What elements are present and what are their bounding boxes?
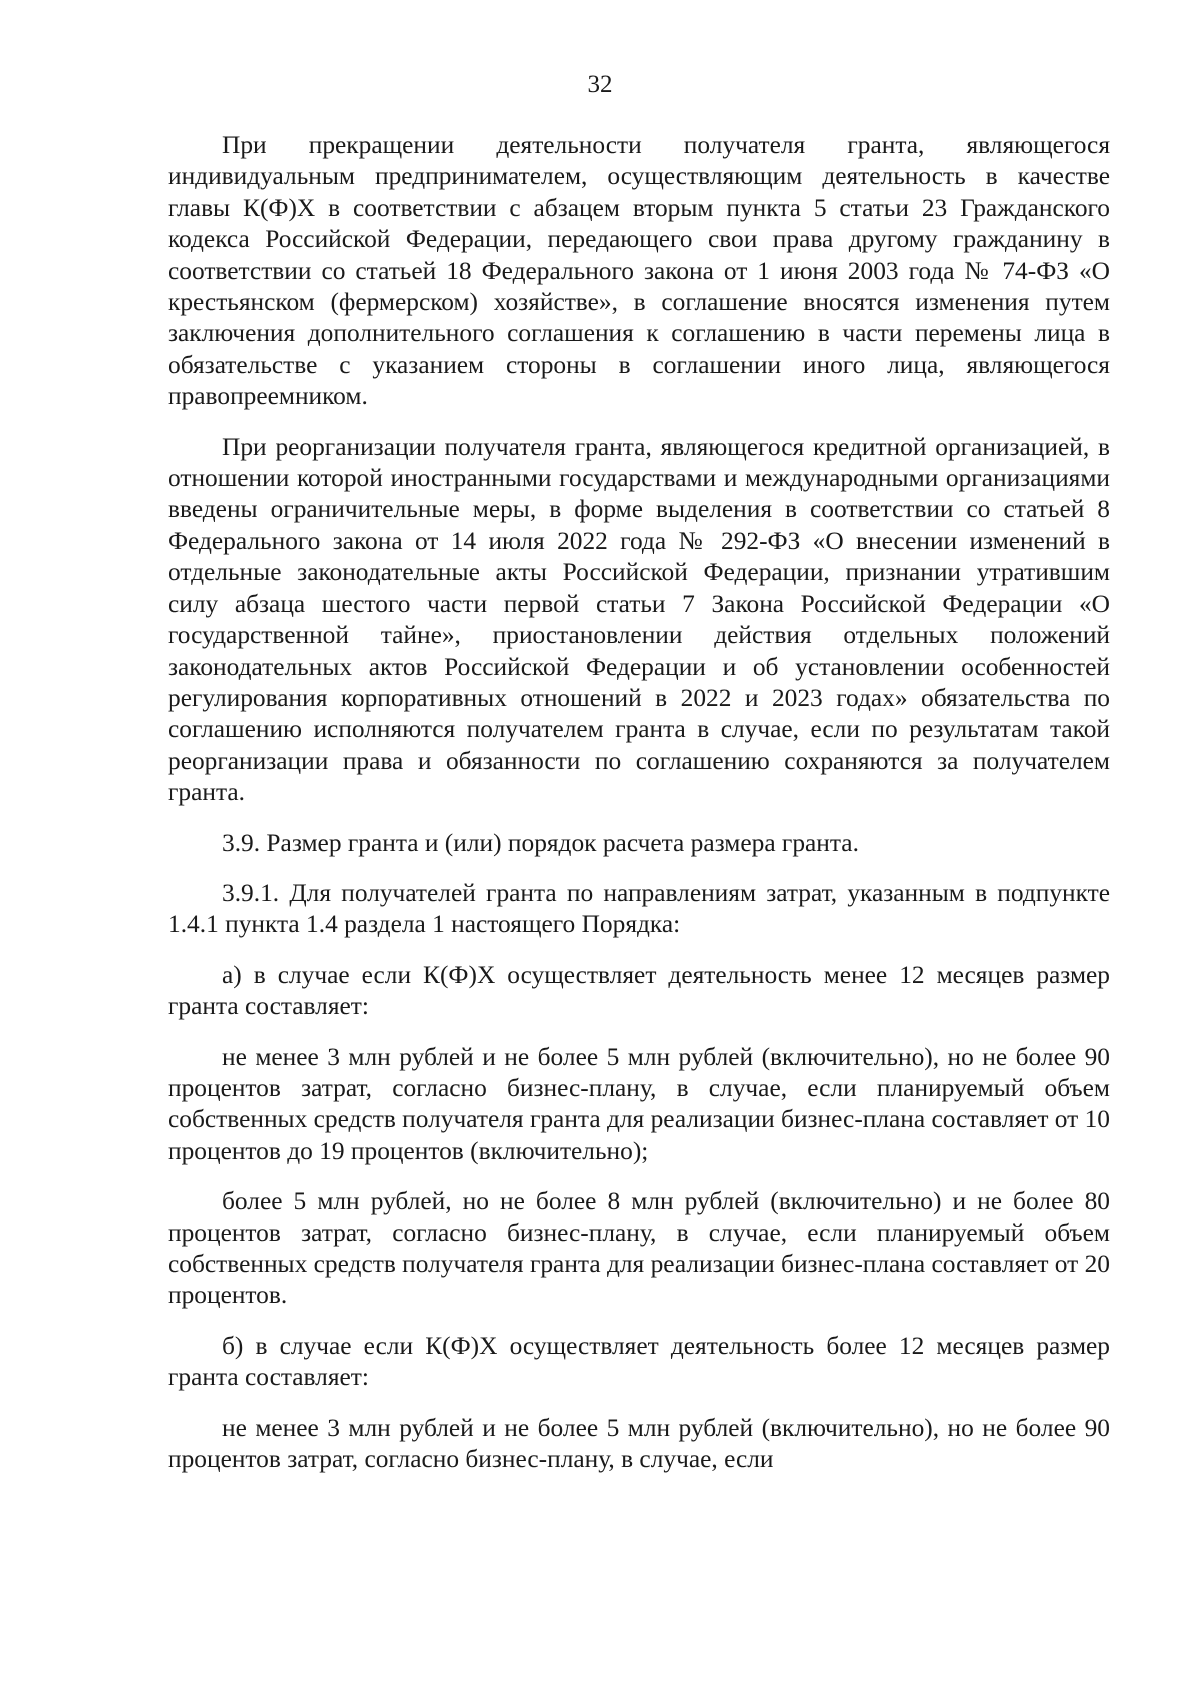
paragraph-b-option-1: не менее 3 млн рублей и не более 5 млн рублей (включительно), но не более 90 процентов затрат, согласно бизнес-плану, в случае, если: [168, 1413, 1110, 1474]
document-body: [168, 130, 1110, 1475]
paragraph-3-9-1: 3.9.1. Для получателей гранта по направлениям затрат, указанным в подпункте 1.4.1 пункта 1.4 раздела 1 настоящего Порядка:: [168, 878, 1110, 939]
paragraph-termination-ip: При прекращении деятельности получателя гранта, являющегося индивидуальным предпринимателем, осуществляющим деятельность в качестве главы К(Ф)Х в соответствии с абзацем вторым пункта 5 статьи 23 Гражданского кодекса Российской Федерации, передающего свои права другому гражданину в соответствии со статьей 18 Федерального закона от 1 июня 2003 года № 74-ФЗ «О крестьянском (фермерском) хозяйстве», в соглашение вносятся изменения путем заключения дополнительного соглашения к соглашению в части перемены лица в обязательстве с указанием стороны в соглашении иного лица, являющегося правопреемником.: [168, 131, 1110, 411]
paragraph-item-b: б) в случае если К(Ф)Х осуществляет деятельность более 12 месяцев размер гранта составляет:: [168, 1331, 1110, 1392]
paragraph-3-9-heading: 3.9. Размер гранта и (или) порядок расчета размера гранта.: [222, 828, 859, 857]
page-number: 32: [587, 71, 613, 98]
paragraph-a-option-1: не менее 3 млн рублей и не более 5 млн рублей (включительно), но не более 90 процентов затрат, согласно бизнес-плану, в случае, если планируемый объем собственных средств получателя гранта для реализации бизнес-плана составляет от 10 процентов до 19 процентов (включительно);: [168, 1042, 1110, 1165]
paragraph-reorganization: При реорганизации получателя гранта, являющегося кредитной организацией, в отношении которой иностранными государствами и международными организациями введены ограничительные меры, в форме выделения в соответствии со статьей 8 Федерального закона от 14 июля 2022 года № 292-ФЗ «О внесении изменений в отдельные законодательные акты Российской Федерации, признании утратившим силу абзаца шестого части первой статьи 7 Закона Российской Федерации «О государственной тайне», приостановлении действия отдельных положений законодательных актов Российской Федерации и об установлении особенностей регулирования корпоративных отношений в 2022 и 2023 годах» обязательства по соглашению исполняются получателем гранта в случае, если по результатам такой реорганизации права и обязанности по соглашению сохраняются за получателем гранта.: [168, 432, 1110, 807]
paragraph-a-option-2: более 5 млн рублей, но не более 8 млн рублей (включительно) и не более 80 процентов затрат, согласно бизнес-плану, в случае, если планируемый объем собственных средств получателя гранта для реализации бизнес-плана составляет от 20 процентов.: [168, 1187, 1110, 1310]
paragraph-item-a: а) в случае если К(Ф)Х осуществляет деятельность менее 12 месяцев размер гранта составляет:: [168, 960, 1110, 1021]
